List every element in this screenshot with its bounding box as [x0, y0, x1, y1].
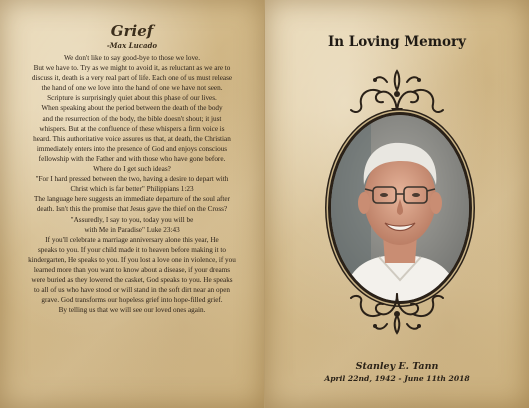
- poem-line: The language here suggests an immediate departure of the soul after: [34, 195, 230, 204]
- poem-line: whispers. But at the confluence of these whispers a firm voice is: [39, 124, 225, 133]
- poem-line: grave. God transforms our hopeless grief into hope-filled grief.: [41, 296, 223, 305]
- life-dates: April 22nd, 1942 - June 11th 2018: [324, 374, 470, 383]
- poem-line: discuss it, death is a very real part of life. Each one of us must release: [31, 74, 233, 83]
- poem-line: to all of us who have stood or will stand in the soft dirt near an open: [33, 286, 231, 295]
- deceased-name: Stanley E. Tann: [355, 361, 439, 372]
- left-panel: [0, 0, 264, 408]
- poem-line: "For I hard pressed between the two, having a desire to depart with: [35, 175, 229, 184]
- poem-author: -Max Lucado: [106, 41, 158, 50]
- poem-line: speaks to you. If your child made it to heaven before making it to: [37, 245, 227, 254]
- poem-line: If you'll celebrate a marriage anniversary alone this year, He: [45, 235, 219, 244]
- poem-line: immediately enters into the presence of God and enjoys conscious: [36, 144, 228, 153]
- poem-line: the hand of one we love into the hand of one we have not seen.: [41, 84, 223, 93]
- poem-line: and the resurrection of the body, the bible doesn't shout; it just: [42, 114, 222, 123]
- poem-line: Christ which is far better" Philippians 1:23: [70, 185, 194, 194]
- poem-line: Where do I get such ideas?: [93, 165, 171, 174]
- poem-line: were buried as they lowered the casket, God speaks to you. He speaks: [31, 276, 233, 285]
- flourish-top-icon: [347, 68, 447, 118]
- poem-line: kindergarten, He speaks to you. If you lost a love one in violence, if you: [28, 255, 236, 264]
- memory-title: In Loving Memory: [327, 34, 467, 50]
- poem-line: Scripture is surprisingly quiet about this phase of our lives.: [47, 94, 217, 103]
- poem-title: Grief: [110, 22, 154, 40]
- poem-line: death. Isn't this the promise that Jesus gave the thief on the Cross?: [36, 205, 228, 214]
- poem-line: heard. This authoritative voice assures us that, at death, the Christian: [33, 134, 231, 143]
- poem-line: "Assuredly, I say to you, today you will be: [70, 215, 194, 224]
- poem-line: fellowship with the Father and with those who have gone before.: [38, 154, 226, 163]
- poem-line: with Me in Paradise" Luke 23:43: [84, 225, 180, 234]
- poem-line: We don't like to say good-bye to those we love.: [63, 54, 201, 62]
- poem-body: [9, 53, 255, 315]
- portrait-frame: [312, 68, 482, 336]
- poem-line: But we have to. Try as we might to avoid it, as reluctant as we are to: [33, 64, 231, 73]
- poem-line: When speaking about the period between the death of the body: [41, 104, 223, 113]
- right-panel: [265, 0, 529, 408]
- portrait-photo: [328, 112, 472, 304]
- poem-line: learned more than you want to know about a disease, if your dreams: [33, 265, 231, 274]
- flourish-bottom-icon: [347, 290, 447, 336]
- poem-line: By telling us that we will see our loved ones again.: [58, 306, 206, 315]
